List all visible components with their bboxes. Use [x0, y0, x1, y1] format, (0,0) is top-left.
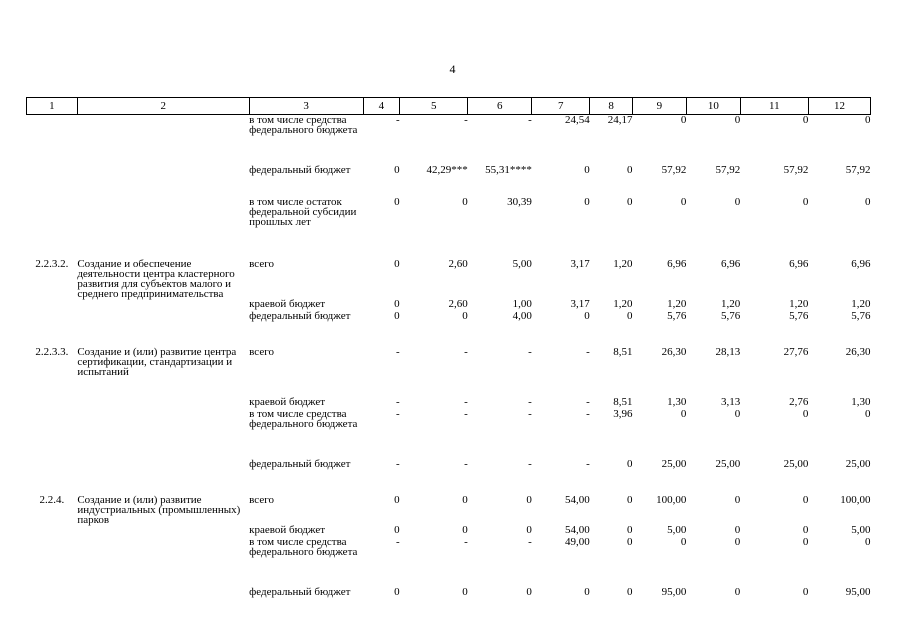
value-cell: 0: [734, 114, 741, 126]
value-cell: 1,20: [667, 298, 687, 310]
value-cell: 0: [584, 196, 590, 208]
value-cell: 1,00: [512, 298, 532, 310]
value-cell: 6,96: [721, 258, 741, 270]
value-cell: 5,00: [512, 258, 532, 270]
value-cell: 0: [734, 586, 741, 598]
table-row: [27, 459, 871, 489]
value-cell: 95,00: [661, 586, 687, 598]
value-cell: 0: [394, 310, 400, 322]
row-name: [77, 197, 249, 253]
value-cell: 0: [802, 114, 809, 126]
value-cell: 1,30: [667, 396, 687, 408]
funding-source: в том числе средства федерального бюджета: [249, 536, 358, 558]
value-cell: -: [395, 114, 400, 126]
table-row: [27, 253, 871, 299]
value-cell: -: [464, 408, 468, 420]
column-header: 7: [532, 98, 590, 115]
value-cell: -: [464, 458, 468, 470]
value-cell: 0: [394, 258, 400, 270]
row-code: [27, 459, 78, 489]
row-code: [27, 197, 78, 253]
value-cell: 1,20: [851, 298, 871, 310]
value-cell: 24,54: [565, 114, 590, 126]
funding-source: федеральный бюджет: [249, 310, 351, 322]
column-header: 3: [249, 98, 363, 115]
value-cell: -: [586, 346, 590, 358]
value-cell: 0: [626, 310, 633, 322]
row-name: [77, 525, 249, 537]
row-name: [77, 397, 249, 409]
table-row: [27, 115, 871, 166]
table-row: [27, 587, 871, 617]
funding-source: в том числе средства федерального бюджета: [249, 114, 358, 136]
value-cell: 0: [462, 586, 468, 598]
column-header: 8: [590, 98, 633, 115]
table-row: [27, 489, 871, 525]
value-cell: 0: [802, 408, 809, 420]
value-cell: 0: [680, 196, 687, 208]
value-cell: 0: [680, 536, 687, 548]
value-cell: 0: [865, 536, 871, 548]
row-name: [77, 299, 249, 311]
value-cell: 2,60: [448, 298, 468, 310]
funding-source: краевой бюджет: [249, 524, 326, 536]
row-code: 2.2.3.3.: [35, 346, 69, 358]
value-cell: 6,96: [789, 258, 809, 270]
value-cell: 0: [626, 164, 633, 176]
column-header: 12: [808, 98, 870, 115]
column-header: 1: [27, 98, 78, 115]
row-name: [77, 165, 249, 197]
row-code: [27, 409, 78, 459]
value-cell: 0: [865, 114, 871, 126]
value-cell: 100,00: [840, 494, 871, 506]
value-cell: 0: [462, 310, 468, 322]
value-cell: 3,13: [721, 396, 741, 408]
funding-source: федеральный бюджет: [249, 164, 351, 176]
value-cell: 5,76: [721, 310, 741, 322]
row-code: [27, 115, 78, 166]
row-name: [77, 587, 249, 617]
row-name: [77, 459, 249, 489]
value-cell: -: [586, 458, 590, 470]
funding-source: всего: [249, 346, 274, 358]
funding-source: всего: [249, 494, 274, 506]
value-cell: 0: [865, 408, 871, 420]
value-cell: 0: [734, 196, 741, 208]
funding-source: в том числе остаток федеральной субсидии прошлых лет: [249, 196, 357, 228]
value-cell: 25,00: [661, 458, 687, 470]
value-cell: 6,96: [667, 258, 687, 270]
value-cell: 0: [394, 196, 400, 208]
value-cell: 55,31****: [485, 164, 532, 176]
value-cell: 0: [734, 524, 741, 536]
value-cell: 0: [584, 586, 590, 598]
value-cell: -: [528, 114, 532, 126]
value-cell: 57,92: [783, 164, 809, 176]
column-header: 2: [77, 98, 249, 115]
value-cell: 0: [734, 494, 741, 506]
funding-source: краевой бюджет: [249, 298, 326, 310]
value-cell: -: [586, 408, 590, 420]
value-cell: 26,30: [661, 346, 687, 358]
value-cell: 57,92: [715, 164, 741, 176]
value-cell: -: [395, 408, 400, 420]
value-cell: 0: [734, 408, 741, 420]
value-cell: 0: [394, 494, 400, 506]
value-cell: 0: [526, 586, 532, 598]
value-cell: -: [528, 408, 532, 420]
value-cell: 2,76: [789, 396, 809, 408]
value-cell: 100,00: [656, 494, 687, 506]
row-code: [27, 311, 78, 341]
value-cell: 54,00: [565, 494, 590, 506]
value-cell: 0: [802, 494, 809, 506]
value-cell: 0: [680, 408, 687, 420]
value-cell: 54,00: [565, 524, 590, 536]
funding-source: всего: [249, 258, 274, 270]
value-cell: 8,51: [613, 396, 633, 408]
value-cell: 0: [802, 536, 809, 548]
value-cell: 0: [526, 524, 532, 536]
value-cell: 5,00: [851, 524, 871, 536]
budget-table: [26, 97, 871, 617]
value-cell: 57,92: [845, 164, 871, 176]
column-header: 10: [686, 98, 740, 115]
value-cell: 1,20: [613, 298, 633, 310]
table-row: [27, 197, 871, 253]
column-header: 11: [740, 98, 808, 115]
value-cell: 0: [462, 524, 468, 536]
value-cell: -: [395, 346, 400, 358]
row-name: Создание и обеспечение деятельности центра кластерного развития для субъектов малого и среднего предпринимательства: [77, 258, 235, 300]
value-cell: -: [464, 536, 468, 548]
column-header: 6: [468, 98, 532, 115]
value-cell: 3,96: [613, 408, 633, 420]
value-cell: 0: [394, 524, 400, 536]
value-cell: 0: [526, 494, 532, 506]
value-cell: 25,00: [715, 458, 741, 470]
value-cell: 25,00: [783, 458, 809, 470]
value-cell: 3,17: [570, 258, 590, 270]
row-name: [77, 311, 249, 341]
value-cell: -: [528, 458, 532, 470]
row-code: [27, 587, 78, 617]
row-code: 2.2.3.2.: [35, 258, 69, 270]
row-name: Создание и (или) развитие центра сертификации, стандартизации и испытаний: [77, 346, 237, 378]
value-cell: 57,92: [661, 164, 687, 176]
value-cell: 1,30: [851, 396, 871, 408]
row-name: Создание и (или) развитие индустриальных (промышленных) парков: [77, 494, 241, 526]
value-cell: 0: [626, 536, 633, 548]
funding-source: краевой бюджет: [249, 396, 326, 408]
value-cell: 0: [394, 586, 400, 598]
column-header: 5: [400, 98, 468, 115]
row-code: [27, 299, 78, 311]
value-cell: 0: [584, 310, 590, 322]
funding-source: федеральный бюджет: [249, 458, 351, 470]
value-cell: 1,20: [721, 298, 741, 310]
table-row: [27, 341, 871, 397]
value-cell: 0: [626, 494, 633, 506]
value-cell: 6,96: [851, 258, 871, 270]
funding-source: в том числе средства федерального бюджета: [249, 408, 358, 430]
value-cell: 26,30: [845, 346, 871, 358]
value-cell: -: [464, 114, 468, 126]
value-cell: 5,76: [667, 310, 687, 322]
value-cell: 30,39: [507, 196, 532, 208]
value-cell: 0: [394, 298, 400, 310]
table-row: [27, 397, 871, 409]
value-cell: 0: [680, 114, 687, 126]
row-code: [27, 165, 78, 197]
row-name: [77, 409, 249, 459]
value-cell: 4,00: [512, 310, 532, 322]
value-cell: 0: [626, 586, 633, 598]
column-header: 9: [632, 98, 686, 115]
value-cell: -: [464, 396, 468, 408]
row-code: [27, 537, 78, 587]
row-code: [27, 397, 78, 409]
table-row: [27, 311, 871, 341]
row-code: [27, 525, 78, 537]
value-cell: 27,76: [783, 346, 809, 358]
value-cell: -: [528, 346, 532, 358]
value-cell: 24,17: [607, 114, 633, 126]
value-cell: 3,17: [570, 298, 590, 310]
value-cell: 49,00: [565, 536, 590, 548]
row-name: [77, 115, 249, 166]
value-cell: 28,13: [715, 346, 741, 358]
value-cell: 0: [626, 458, 633, 470]
value-cell: 2,60: [448, 258, 468, 270]
value-cell: 8,51: [613, 346, 633, 358]
column-header: 4: [363, 98, 400, 115]
value-cell: 25,00: [845, 458, 871, 470]
value-cell: 5,00: [667, 524, 687, 536]
value-cell: 0: [394, 164, 400, 176]
row-code: 2.2.4.: [39, 494, 65, 506]
value-cell: 42,29***: [426, 164, 468, 176]
value-cell: -: [528, 536, 532, 548]
table-row: [27, 165, 871, 197]
value-cell: 0: [462, 494, 468, 506]
value-cell: 0: [734, 536, 741, 548]
value-cell: 0: [802, 524, 809, 536]
value-cell: 0: [626, 196, 633, 208]
value-cell: -: [395, 396, 400, 408]
value-cell: 1,20: [613, 258, 633, 270]
table-row: [27, 409, 871, 459]
value-cell: -: [395, 458, 400, 470]
table-row: [27, 299, 871, 311]
value-cell: 0: [626, 524, 633, 536]
table-row: [27, 537, 871, 587]
value-cell: -: [464, 346, 468, 358]
value-cell: -: [528, 396, 532, 408]
value-cell: 0: [584, 164, 590, 176]
value-cell: 0: [462, 196, 468, 208]
value-cell: 5,76: [851, 310, 871, 322]
table-row: [27, 525, 871, 537]
value-cell: -: [395, 536, 400, 548]
header-row: [27, 98, 871, 115]
funding-source: федеральный бюджет: [249, 586, 351, 598]
row-name: [77, 537, 249, 587]
value-cell: 0: [865, 196, 871, 208]
value-cell: 1,20: [789, 298, 809, 310]
value-cell: 0: [802, 196, 809, 208]
value-cell: 5,76: [789, 310, 809, 322]
value-cell: 0: [802, 586, 809, 598]
value-cell: 95,00: [845, 586, 871, 598]
page-number: 4: [449, 62, 456, 76]
value-cell: -: [586, 396, 590, 408]
